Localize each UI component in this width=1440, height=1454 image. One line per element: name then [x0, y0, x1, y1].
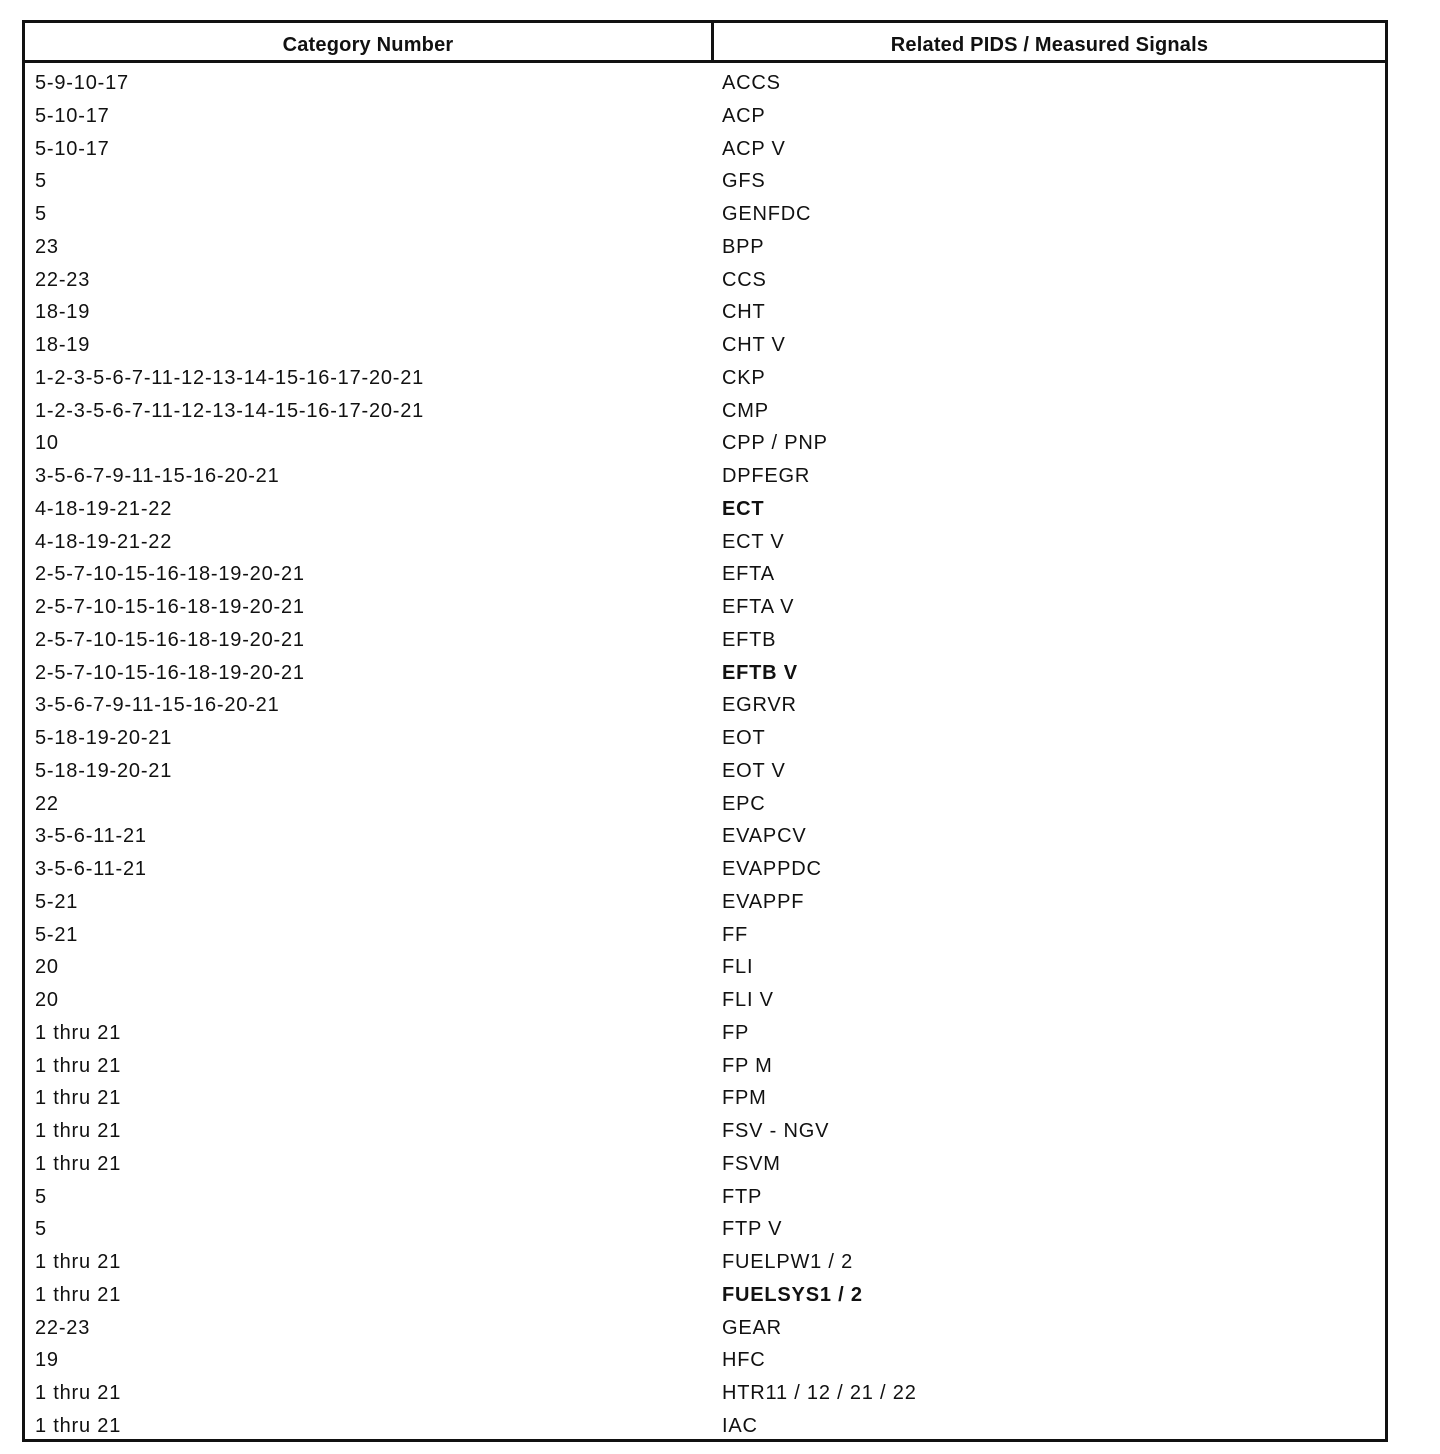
table-row [25, 629, 1385, 662]
category-number-cell: 18-19 [35, 334, 91, 356]
signal-cell: GEAR [722, 1316, 782, 1339]
signal-cell: EGRVR [722, 694, 797, 717]
signal-cell: FUELPW1 / 2 [722, 1251, 854, 1273]
signal-cell: GFS [722, 170, 766, 193]
table-row [25, 1186, 1385, 1219]
category-number-cell: 3-5-6-7-9-11-15-16-20-21 [35, 694, 280, 717]
signal-cell: GENFDC [722, 203, 812, 225]
category-number-cell: 5-18-19-20-21 [35, 727, 173, 749]
category-number-cell: 19 [35, 1349, 59, 1372]
table-row [25, 891, 1385, 924]
category-number-cell: 3-5-6-7-9-11-15-16-20-21 [35, 465, 280, 487]
table-row [25, 694, 1385, 727]
category-number-cell: 5-9-10-17 [35, 72, 129, 94]
category-number-cell: 20 [35, 989, 59, 1011]
table-row [25, 1382, 1385, 1415]
signal-cell: ACP [722, 104, 766, 127]
category-number-cell: 5-10-17 [35, 104, 110, 127]
signal-cell: ECT V [722, 530, 785, 553]
category-number-cell: 2-5-7-10-15-16-18-19-20-21 [35, 661, 305, 684]
signal-cell: HTR11 / 12 / 21 / 22 [722, 1382, 917, 1404]
signal-cell: EVAPCV [722, 825, 807, 848]
header-category-number: Category Number [282, 34, 454, 56]
table-row [25, 170, 1385, 203]
category-number-cell: 3-5-6-11-21 [35, 825, 147, 848]
category-number-cell: 20 [35, 956, 59, 979]
table-row [25, 563, 1385, 596]
pids-table [22, 20, 1388, 1442]
signal-cell: FLI V [722, 989, 774, 1011]
table-row [25, 727, 1385, 760]
table-row [25, 1317, 1385, 1350]
signal-cell: FLI [722, 956, 754, 979]
signal-cell: FTP [722, 1185, 763, 1208]
signal-cell: FP [722, 1021, 750, 1044]
signal-cell: ACCS [722, 72, 781, 94]
category-number-cell: 5-21 [35, 923, 79, 946]
signal-cell: FF [722, 923, 749, 946]
category-number-cell: 1 thru 21 [35, 1087, 122, 1110]
table-row [25, 956, 1385, 989]
signal-cell: EOT [722, 727, 766, 749]
table-row [25, 72, 1385, 105]
category-number-cell: 1-2-3-5-6-7-11-12-13-14-15-16-17-20-21 [35, 366, 425, 389]
category-number-cell: 1 thru 21 [35, 1054, 122, 1077]
table-row [25, 1120, 1385, 1153]
header-related-signals: Related PIDS / Measured Signals [890, 34, 1209, 56]
category-number-cell: 2-5-7-10-15-16-18-19-20-21 [35, 596, 305, 618]
category-number-cell: 1 thru 21 [35, 1021, 122, 1044]
category-number-cell: 5-21 [35, 890, 79, 913]
signal-cell: EFTB V [722, 661, 798, 684]
table-row [25, 432, 1385, 465]
table-row [25, 1415, 1385, 1448]
category-number-cell: 1 thru 21 [35, 1251, 122, 1273]
table-header-row [25, 23, 1385, 63]
signal-cell: EFTA [722, 563, 775, 586]
signal-cell: CPP / PNP [722, 432, 828, 455]
table-row [25, 1087, 1385, 1120]
signal-cell: CMP [722, 399, 769, 422]
category-number-cell: 5 [35, 203, 47, 225]
table-row [25, 498, 1385, 531]
signal-cell: ACP V [722, 137, 786, 160]
category-number-cell: 5-18-19-20-21 [35, 759, 173, 782]
signal-cell: CCS [722, 268, 767, 291]
signal-cell: CKP [722, 366, 766, 389]
category-number-cell: 5 [35, 1218, 47, 1241]
signal-cell: FSV - NGV [722, 1120, 830, 1142]
table-row [25, 596, 1385, 629]
signal-cell: ECT [722, 497, 765, 520]
signal-cell: FSVM [722, 1152, 781, 1175]
category-number-cell: 5-10-17 [35, 137, 110, 160]
table-row [25, 793, 1385, 826]
category-number-cell: 2-5-7-10-15-16-18-19-20-21 [35, 563, 305, 586]
category-number-cell: 22 [35, 792, 59, 815]
table-row [25, 1153, 1385, 1186]
table-row [25, 1251, 1385, 1284]
category-number-cell: 18-19 [35, 301, 91, 324]
signal-cell: FTP V [722, 1218, 783, 1241]
signal-cell: EVAPPF [722, 890, 805, 913]
signal-cell: IAC [722, 1414, 758, 1437]
signal-cell: EPC [722, 792, 766, 815]
table-row [25, 531, 1385, 564]
category-number-cell: 2-5-7-10-15-16-18-19-20-21 [35, 628, 305, 651]
signal-cell: EFTA V [722, 596, 795, 618]
signal-cell: EOT V [722, 759, 786, 782]
category-number-cell: 23 [35, 235, 59, 258]
table-body [25, 72, 1385, 1448]
category-number-cell: 4-18-19-21-22 [35, 530, 173, 553]
signal-cell: EFTB [722, 628, 777, 651]
table-row [25, 1022, 1385, 1055]
category-number-cell: 5 [35, 1185, 47, 1208]
table-row [25, 760, 1385, 793]
table-row [25, 1284, 1385, 1317]
table-row [25, 924, 1385, 957]
table-row [25, 236, 1385, 269]
signal-cell: CHT V [722, 334, 786, 356]
table-row [25, 203, 1385, 236]
signal-cell: FUELSYS1 / 2 [722, 1283, 863, 1306]
category-number-cell: 3-5-6-11-21 [35, 858, 147, 880]
table-row [25, 301, 1385, 334]
table-row [25, 400, 1385, 433]
category-number-cell: 1 thru 21 [35, 1414, 122, 1437]
signal-cell: EVAPPDC [722, 858, 822, 880]
table-row [25, 1218, 1385, 1251]
table-row [25, 825, 1385, 858]
signal-cell: HFC [722, 1349, 766, 1372]
table-row [25, 105, 1385, 138]
signal-cell: FP M [722, 1054, 773, 1077]
category-number-cell: 1 thru 21 [35, 1152, 122, 1175]
category-number-cell: 1-2-3-5-6-7-11-12-13-14-15-16-17-20-21 [35, 399, 425, 422]
table-row [25, 465, 1385, 498]
table-row [25, 367, 1385, 400]
category-number-cell: 1 thru 21 [35, 1382, 122, 1404]
table-row [25, 858, 1385, 891]
signal-cell: BPP [722, 235, 765, 258]
table-row [25, 269, 1385, 302]
signal-cell: CHT [722, 301, 766, 324]
category-number-cell: 1 thru 21 [35, 1283, 122, 1306]
category-number-cell: 10 [35, 432, 59, 455]
category-number-cell: 22-23 [35, 268, 91, 291]
category-number-cell: 22-23 [35, 1316, 91, 1339]
signal-cell: DPFEGR [722, 465, 811, 487]
table-row [25, 334, 1385, 367]
table-row [25, 1349, 1385, 1382]
table-row [25, 138, 1385, 171]
signal-cell: FPM [722, 1087, 767, 1110]
category-number-cell: 4-18-19-21-22 [35, 497, 173, 520]
category-number-cell: 5 [35, 170, 47, 193]
table-row [25, 662, 1385, 695]
category-number-cell: 1 thru 21 [35, 1120, 122, 1142]
table-row [25, 1055, 1385, 1088]
table-row [25, 989, 1385, 1022]
